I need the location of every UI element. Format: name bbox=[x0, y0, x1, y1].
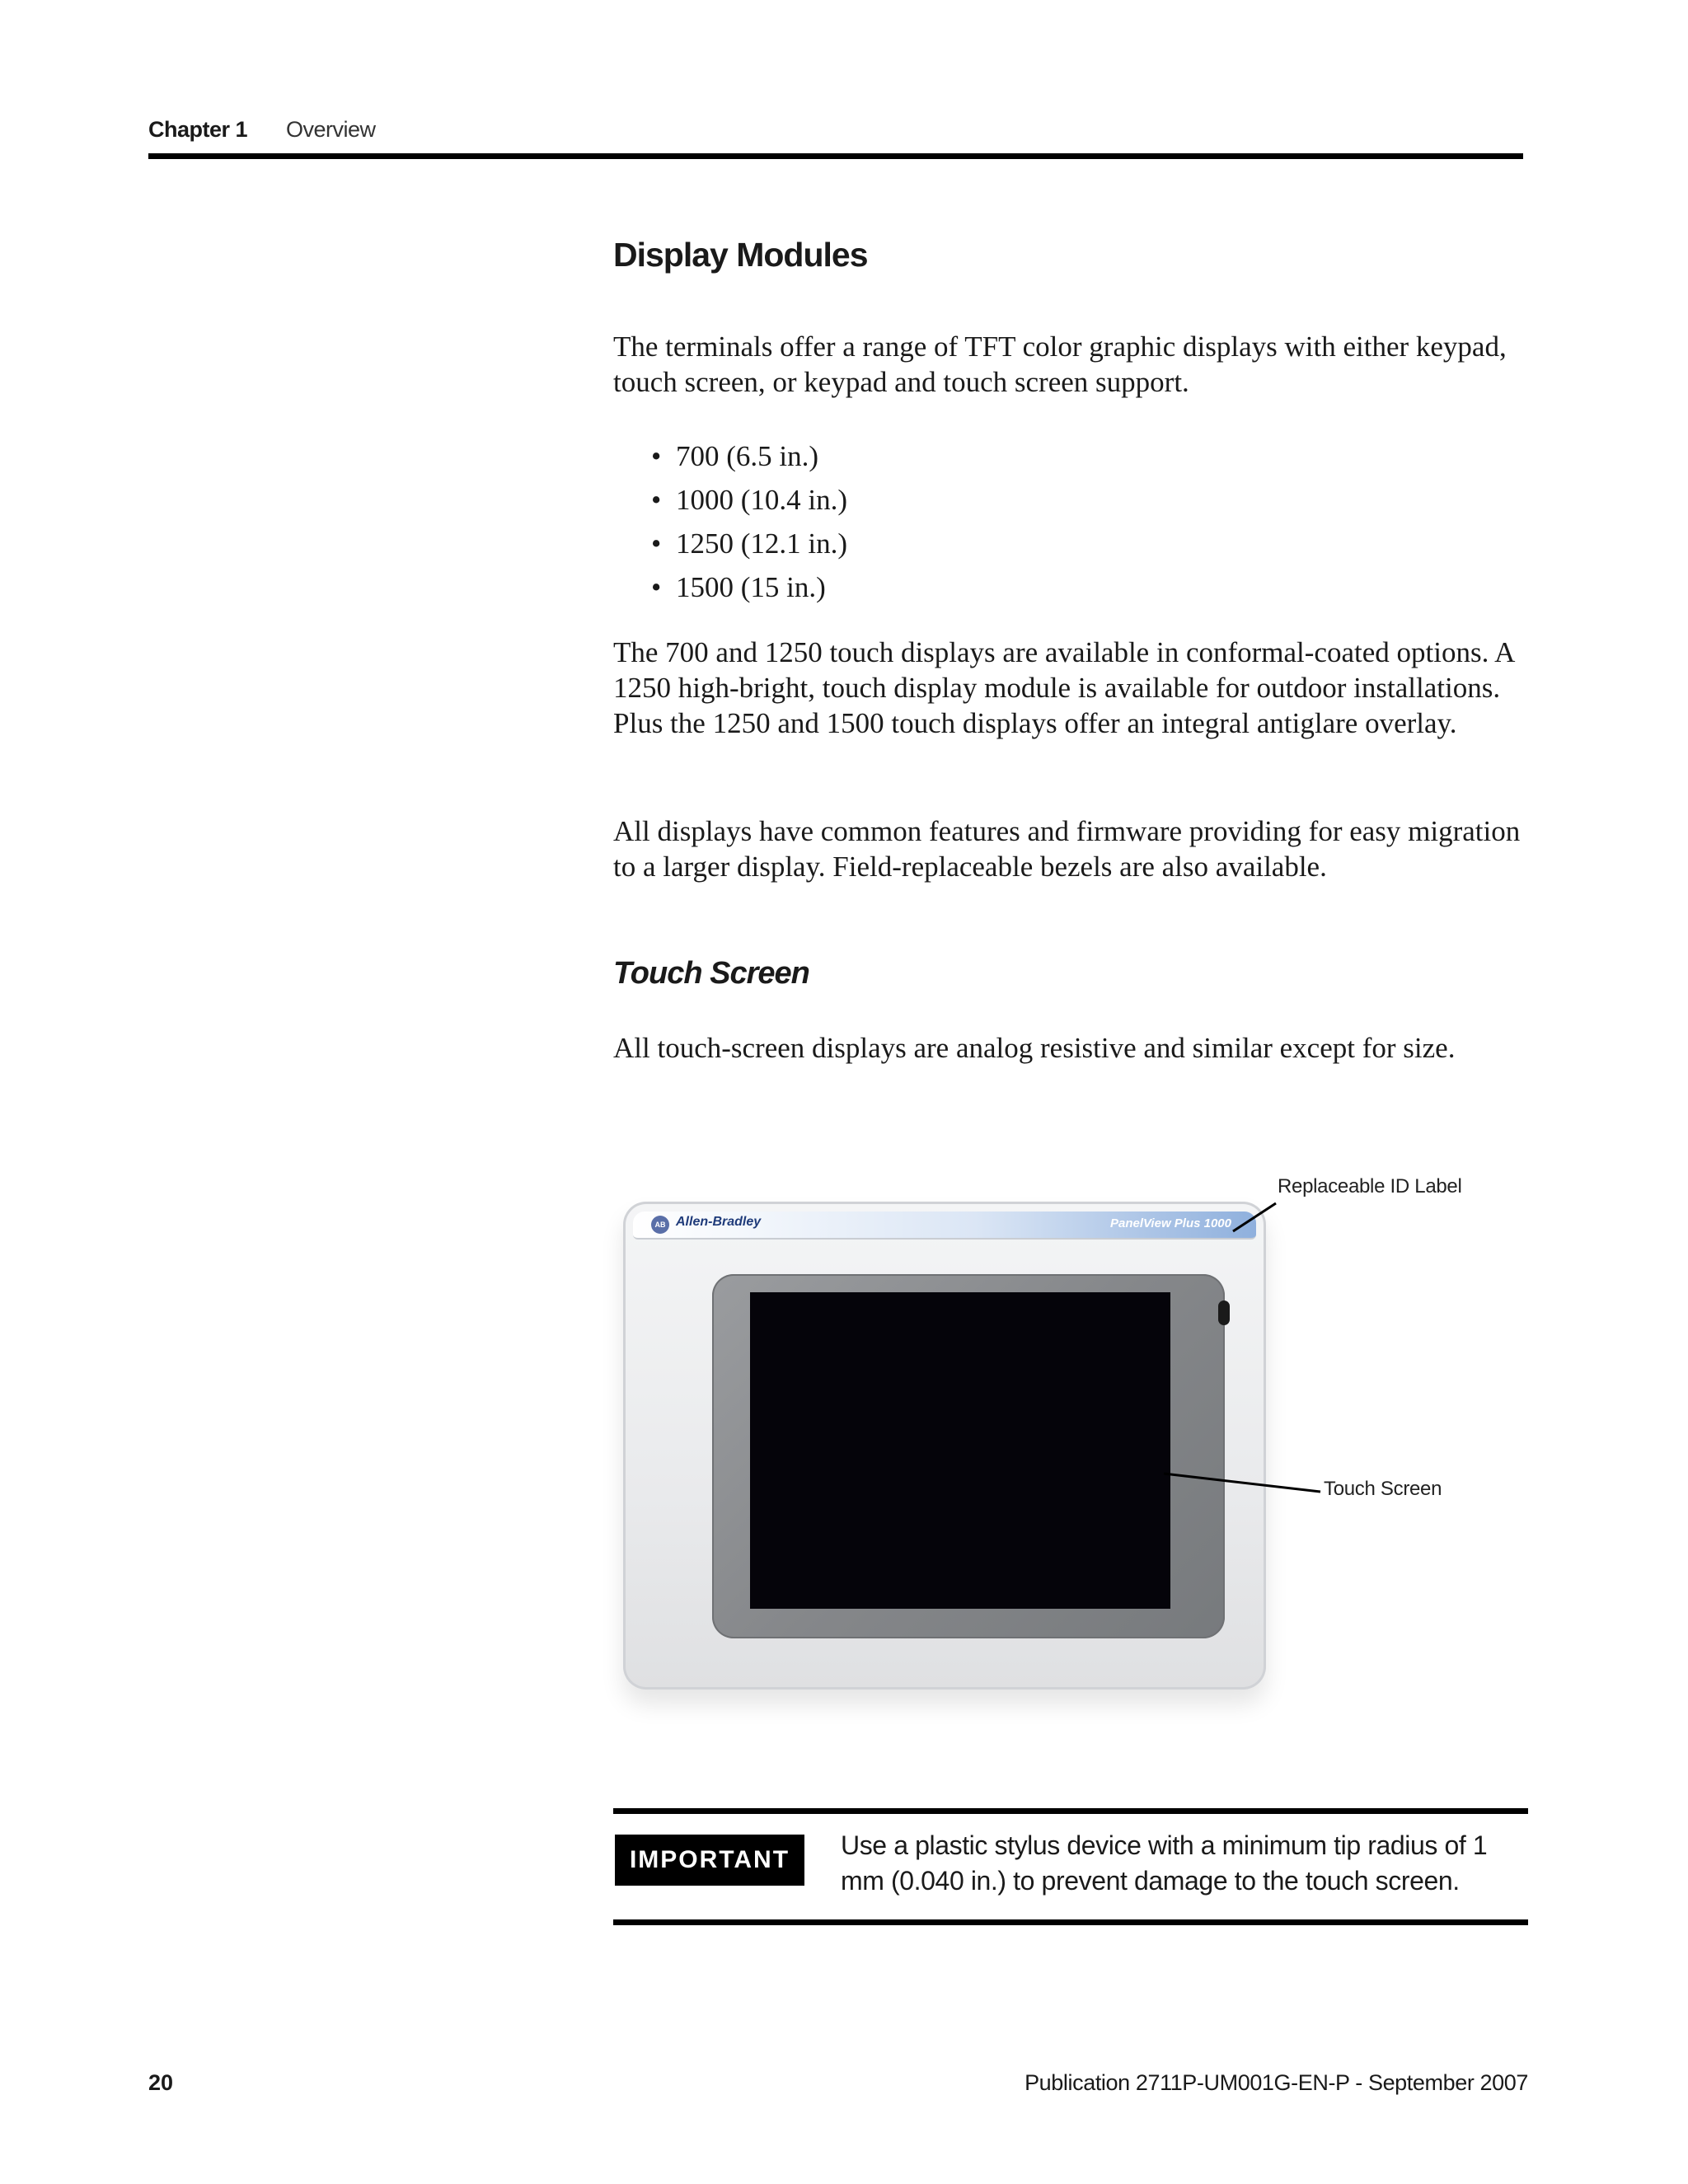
callout-id-label: Replaceable ID Label bbox=[1278, 1175, 1462, 1197]
page-number: 20 bbox=[148, 2070, 174, 2095]
list-item: • 1000 (10.4 in.) bbox=[651, 478, 847, 522]
coated-options-paragraph: The 700 and 1250 touch displays are available in conformal-coated options. A 1250 high-bright, touch display module is available for outdoor installations. Plus the 1250 and 1500 touch displays offer an integral antiglare overlay. bbox=[613, 636, 1514, 739]
status-indicator bbox=[1218, 1301, 1230, 1325]
notice-bottom-rule bbox=[613, 1919, 1528, 1925]
brand-name: Allen-Bradley bbox=[676, 1215, 762, 1229]
list-item: • 1500 (15 in.) bbox=[651, 565, 847, 609]
section-label: Overview bbox=[286, 117, 376, 142]
common-features-paragraph: All displays have common features and firmware providing for easy migration to a larger display. Field-replaceable bezels are also available. bbox=[613, 815, 1521, 883]
id-label-band bbox=[633, 1212, 1256, 1240]
header-rule bbox=[148, 153, 1523, 159]
chapter-label: Chapter 1 bbox=[148, 117, 248, 142]
touch-screen-paragraph: All touch-screen displays are analog resistive and similar except for size. bbox=[613, 1032, 1456, 1064]
important-text: Use a plastic stylus device with a minimum tip radius of 1 mm (0.040 in.) to prevent damage to the touch screen. bbox=[841, 1830, 1488, 1896]
model-name: PanelView Plus 1000 bbox=[1109, 1216, 1231, 1230]
page-title: Display Modules bbox=[613, 236, 868, 274]
terminal-housing bbox=[623, 1202, 1266, 1690]
notice-top-rule bbox=[613, 1808, 1528, 1814]
touch-screen-heading: Touch Screen bbox=[613, 956, 809, 991]
intro-paragraph: The terminals offer a range of TFT color graphic displays with either keypad, touch screen, or keypad and touch screen support. bbox=[613, 330, 1507, 398]
list-item: • 700 (6.5 in.) bbox=[651, 434, 847, 478]
important-badge: IMPORTANT bbox=[615, 1835, 804, 1886]
callout-touch-screen: Touch Screen bbox=[1324, 1478, 1442, 1500]
brand-logo-icon: AB bbox=[651, 1216, 669, 1234]
device-figure bbox=[613, 1187, 1536, 1731]
display-size-list bbox=[651, 434, 847, 609]
publication-info: Publication 2711P-UM001G-EN-P - September 2007 bbox=[1025, 2070, 1528, 2095]
touch-screen-display bbox=[750, 1292, 1170, 1609]
list-item: • 1250 (12.1 in.) bbox=[651, 522, 847, 565]
